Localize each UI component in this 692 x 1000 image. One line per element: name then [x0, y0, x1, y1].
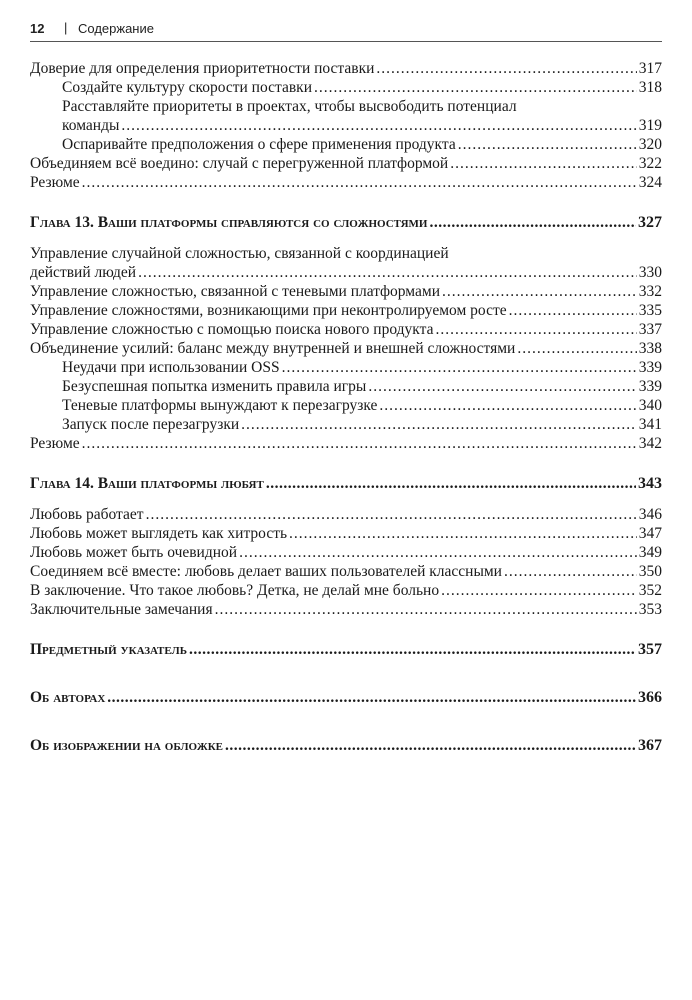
toc-chapter-14[interactable]: [30, 473, 662, 495]
toc-entry-title: Любовь работает: [30, 506, 144, 523]
toc-entry[interactable]: [30, 562, 662, 581]
dot-leader: [458, 135, 637, 154]
toc-index[interactable]: [30, 639, 662, 661]
toc-entry-title: Объединяем всё воедино: случай с перегруженной платформой: [30, 155, 449, 172]
toc-entry-title-line1: Управление случайной сложностью, связанной с координацией: [30, 245, 449, 262]
index-title: Предметный указатель: [30, 641, 188, 658]
chapter-page: 343: [638, 475, 662, 492]
toc-entry-title-line2: действий людей: [30, 264, 137, 281]
toc-entry-page: 350: [638, 563, 662, 580]
toc-entry-page: 339: [638, 359, 662, 376]
toc-entry-page: 337: [638, 321, 662, 338]
toc-entry-page: 342: [638, 435, 662, 452]
dot-leader: [266, 473, 636, 495]
toc-entry-title: Неудачи при использовании OSS: [62, 359, 280, 376]
toc-entry[interactable]: [30, 339, 662, 358]
toc-entry-page: 341: [638, 416, 662, 433]
dot-leader: [442, 282, 637, 301]
toc-entry[interactable]: [30, 301, 662, 320]
toc-entry-page: 332: [638, 283, 662, 300]
toc-entry[interactable]: [30, 358, 662, 377]
toc-entry[interactable]: [30, 396, 662, 415]
table-of-contents: [30, 59, 662, 757]
toc-entry[interactable]: [30, 244, 662, 282]
toc-entry-title: Любовь может выглядеть как хитрость: [30, 525, 288, 542]
toc-entry-title: В заключение. Что такое любовь? Детка, не делай мне больно: [30, 582, 440, 599]
toc-entry-title: Запуск после перезагрузки: [62, 416, 240, 433]
toc-entry[interactable]: [30, 524, 662, 543]
dot-leader: [121, 116, 636, 135]
toc-entry[interactable]: [30, 59, 662, 78]
chapter-title: Глава 13. Ваши платформы справляются со сложностями: [30, 214, 428, 231]
dot-leader: [225, 735, 636, 757]
dot-leader: [215, 600, 637, 619]
dot-leader: [435, 320, 636, 339]
toc-entry[interactable]: [30, 600, 662, 619]
toc-entry-page: 319: [638, 117, 662, 134]
toc-entry-page: 322: [638, 155, 662, 172]
toc-entry[interactable]: [30, 154, 662, 173]
toc-entry-title-line2: команды: [62, 117, 120, 134]
toc-chapter-13[interactable]: [30, 212, 662, 234]
dot-leader: [376, 59, 636, 78]
dot-leader: [517, 339, 636, 358]
chapter-title: Глава 14. Ваши платформы любят: [30, 475, 264, 492]
toc-entry-title: Управление сложностью, связанной с теневыми платформами: [30, 283, 440, 300]
index-page: 357: [638, 641, 662, 658]
toc-entry-title: Управление сложностями, возникающими при неконтролируемом росте: [30, 302, 507, 319]
dot-leader: [368, 377, 636, 396]
toc-entry[interactable]: [30, 377, 662, 396]
authors-title: Об авторах: [30, 689, 106, 706]
dot-leader: [82, 173, 637, 192]
toc-entry-page: 320: [638, 136, 662, 153]
dot-leader: [241, 415, 637, 434]
section-title: Содержание: [78, 21, 154, 36]
toc-entry[interactable]: [30, 505, 662, 524]
running-header: [30, 0, 662, 42]
toc-entry-page: 317: [638, 60, 662, 77]
toc-entry-page: 347: [638, 525, 662, 542]
toc-entry-title: Безуспешная попытка изменить правила игры: [62, 378, 367, 395]
toc-entry-page: 338: [638, 340, 662, 357]
toc-entry[interactable]: [30, 543, 662, 562]
toc-entry-title: Оспаривайте предположения о сфере применения продукта: [62, 136, 456, 153]
book-page: [30, 0, 662, 754]
toc-entry-title: Объединение усилий: баланс между внутренней и внешней сложностями: [30, 340, 516, 357]
dot-leader: [146, 505, 637, 524]
cover-title: Об изображении на обложке: [30, 737, 224, 754]
toc-entry[interactable]: [30, 320, 662, 339]
dot-leader: [138, 263, 637, 282]
page-number: 12: [30, 21, 45, 36]
toc-entry[interactable]: [30, 282, 662, 301]
toc-entry[interactable]: [30, 97, 662, 135]
toc-entry-title: Управление сложностью с помощью поиска нового продукта: [30, 321, 434, 338]
toc-entry-page: 340: [638, 397, 662, 414]
dot-leader: [82, 434, 637, 453]
dot-leader: [379, 396, 636, 415]
dot-leader: [189, 639, 636, 661]
toc-entry-page: 339: [638, 378, 662, 395]
toc-entry[interactable]: [30, 78, 662, 97]
dot-leader: [504, 562, 637, 581]
toc-authors[interactable]: [30, 687, 662, 709]
toc-entry-title: Соединяем всё вместе: любовь делает ваших пользователей классными: [30, 563, 502, 580]
cover-page: 367: [638, 737, 662, 754]
chapter-page: 327: [638, 214, 662, 231]
dot-leader: [450, 154, 637, 173]
dot-leader: [509, 301, 637, 320]
toc-entry-page: 318: [638, 79, 662, 96]
toc-entry-page: 349: [638, 544, 662, 561]
toc-entry-title: Доверие для определения приоритетности поставки: [30, 60, 375, 77]
toc-entry[interactable]: [30, 581, 662, 600]
toc-entry[interactable]: [30, 415, 662, 434]
toc-entry-page: 346: [638, 506, 662, 523]
toc-entry-title: Заключительные замечания: [30, 601, 213, 618]
toc-entry-page: 324: [638, 174, 662, 191]
toc-cover[interactable]: [30, 735, 662, 757]
toc-entry-page: 335: [638, 302, 662, 319]
toc-entry-title: Создайте культуру скорости поставки: [62, 79, 312, 96]
dot-leader: [107, 687, 636, 709]
dot-leader: [314, 78, 637, 97]
toc-entry[interactable]: [30, 173, 662, 192]
toc-entry[interactable]: [30, 135, 662, 154]
dot-leader: [441, 581, 637, 600]
toc-entry-title: Резюме: [30, 435, 80, 452]
toc-entry-title-line1: Расставляйте приоритеты в проектах, чтобы высвободить потенциал: [62, 98, 517, 115]
toc-entry-page: 353: [638, 601, 662, 618]
dot-leader: [429, 212, 636, 234]
authors-page: 366: [638, 689, 662, 706]
toc-entry-page: 352: [638, 582, 662, 599]
toc-entry[interactable]: [30, 434, 662, 453]
toc-entry-title: Теневые платформы вынуждают к перезагрузке: [62, 397, 378, 414]
toc-entry-title: Любовь может быть очевидной: [30, 544, 238, 561]
toc-entry-title: Резюме: [30, 174, 80, 191]
dot-leader: [289, 524, 637, 543]
header-separator: |: [64, 20, 68, 35]
toc-entry-page: 330: [638, 264, 662, 281]
dot-leader: [239, 543, 637, 562]
dot-leader: [282, 358, 637, 377]
